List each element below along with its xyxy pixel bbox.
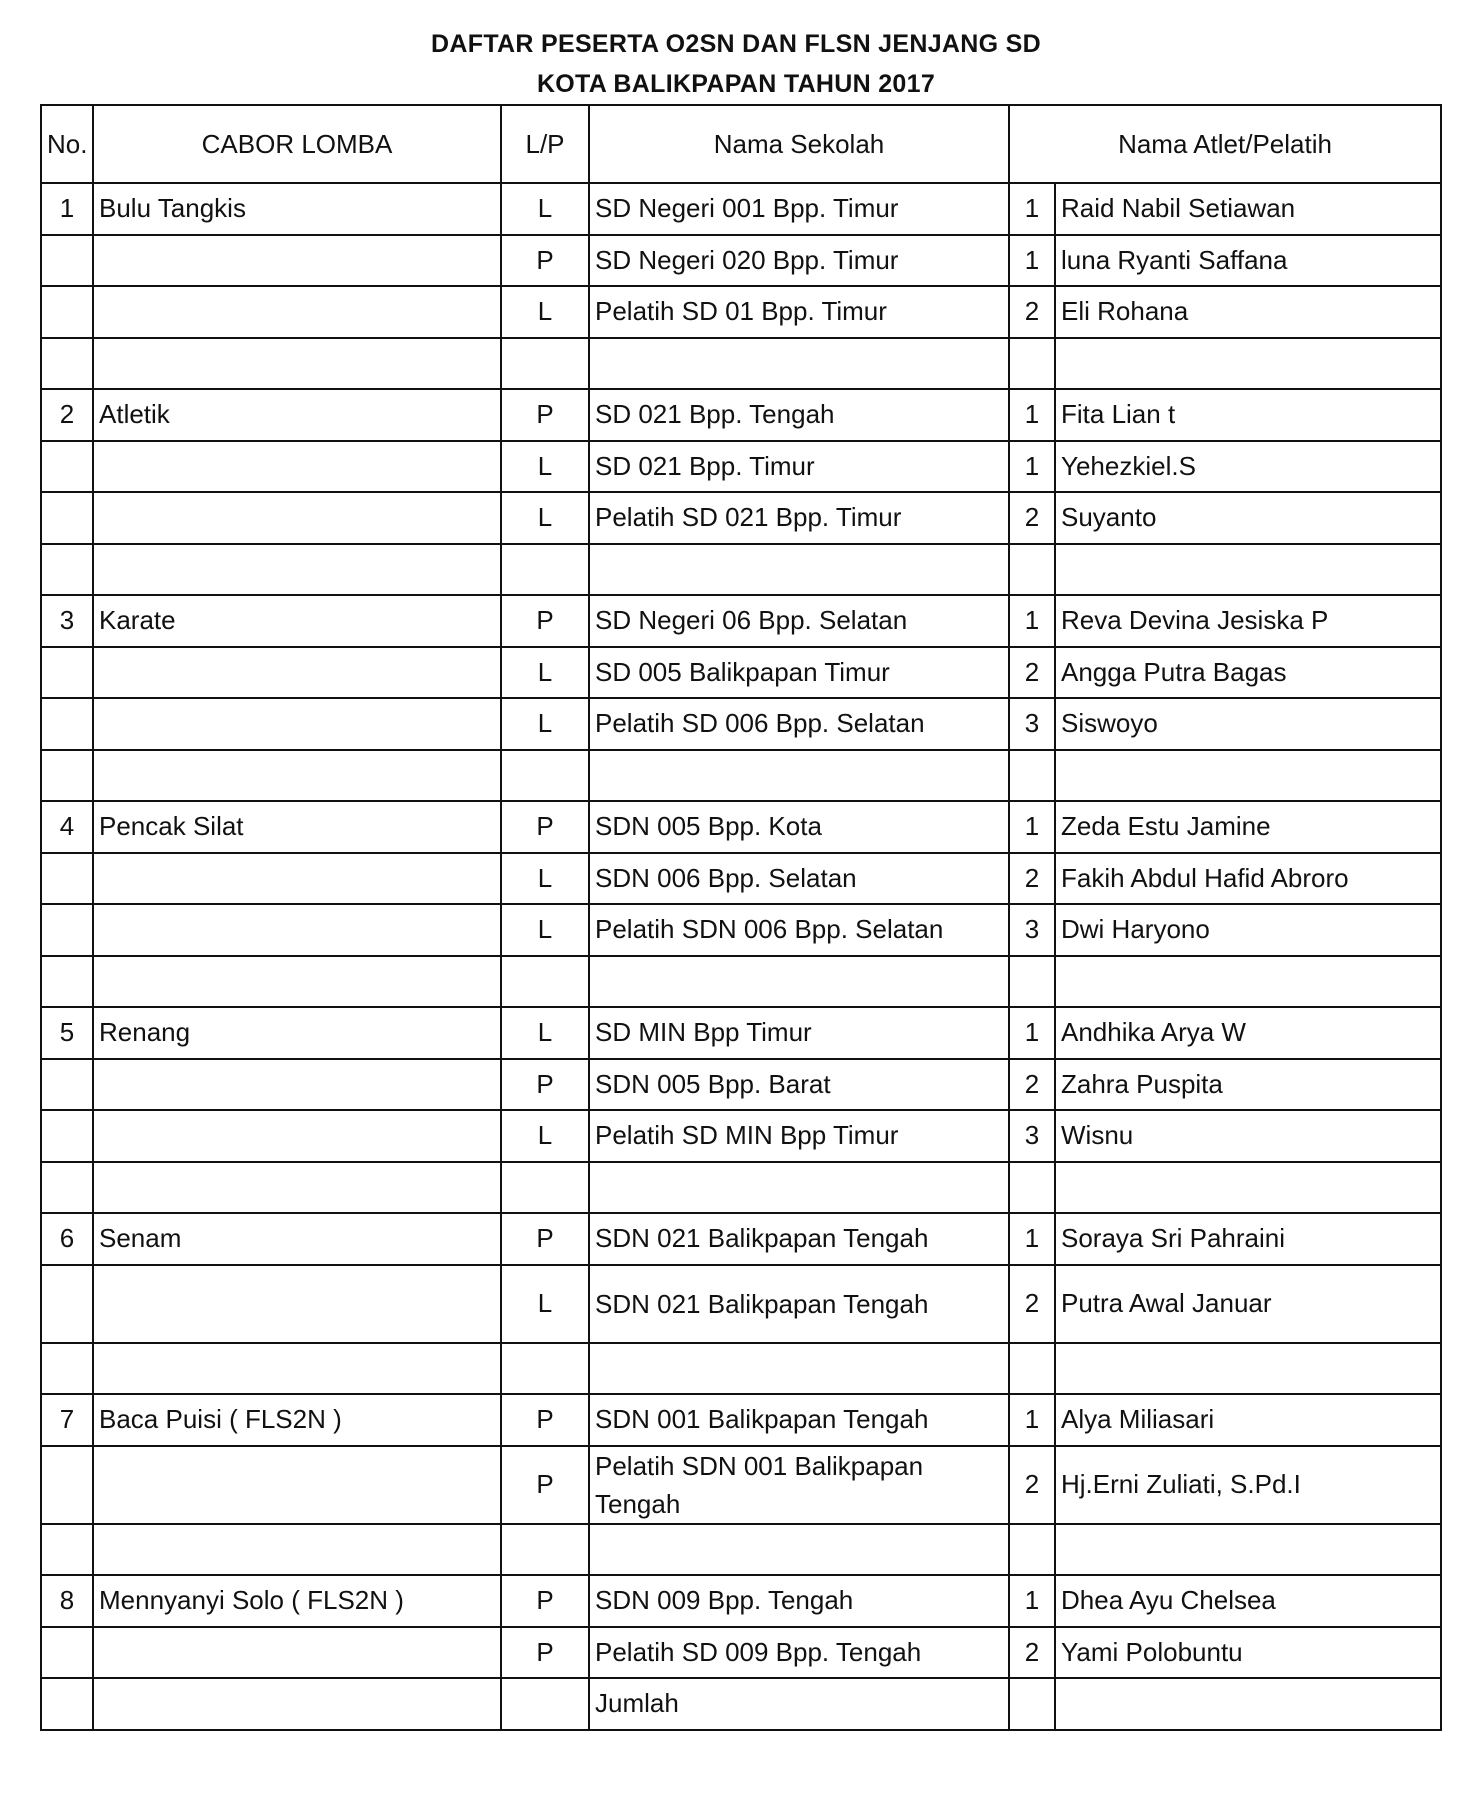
cell-sekolah: SD Negeri 020 Bpp. Timur	[589, 235, 1009, 287]
cell-no: 1	[41, 183, 93, 235]
cell-sekolah: Pelatih SD 009 Bpp. Tengah	[589, 1627, 1009, 1679]
cell-sekolah: Pelatih SD MIN Bpp Timur	[589, 1110, 1009, 1162]
cell-num: 3	[1009, 698, 1055, 750]
cell-cabor	[93, 286, 501, 338]
cell-no: 4	[41, 801, 93, 853]
table-row	[41, 441, 1441, 493]
cell-num: 1	[1009, 1007, 1055, 1059]
participants-table	[40, 104, 1442, 1731]
cell-atlet	[1055, 338, 1441, 390]
cell-lp: P	[501, 1213, 589, 1265]
cell-sekolah: SD Negeri 06 Bpp. Selatan	[589, 595, 1009, 647]
cell-sekolah: SDN 001 Balikpapan Tengah	[589, 1394, 1009, 1446]
cell-num: 3	[1009, 1110, 1055, 1162]
cell-lp: P	[501, 1394, 589, 1446]
table-row	[41, 956, 1441, 1008]
cell-lp: L	[501, 183, 589, 235]
cell-cabor: Senam	[93, 1213, 501, 1265]
cell-atlet: Yehezkiel.S	[1055, 441, 1441, 493]
cell-atlet: Suyanto	[1055, 492, 1441, 544]
cell-cabor	[93, 1265, 501, 1343]
cell-cabor	[93, 750, 501, 802]
cell-cabor	[93, 338, 501, 390]
cell-no	[41, 1162, 93, 1214]
cell-no	[41, 956, 93, 1008]
cell-num: 1	[1009, 1213, 1055, 1265]
cell-num: 1	[1009, 389, 1055, 441]
table-row	[41, 750, 1441, 802]
cell-no	[41, 647, 93, 699]
cell-no	[41, 492, 93, 544]
cell-cabor	[93, 1446, 501, 1524]
cell-sekolah: SDN 006 Bpp. Selatan	[589, 853, 1009, 905]
cell-sekolah: SD MIN Bpp Timur	[589, 1007, 1009, 1059]
cell-cabor	[93, 235, 501, 287]
cell-lp	[501, 750, 589, 802]
cell-atlet: Reva Devina Jesiska P	[1055, 595, 1441, 647]
cell-num: 1	[1009, 595, 1055, 647]
cell-no	[41, 441, 93, 493]
cell-atlet	[1055, 1678, 1441, 1730]
cell-sekolah	[589, 1343, 1009, 1395]
cell-atlet: Dwi Haryono	[1055, 904, 1441, 956]
table-row	[41, 1059, 1441, 1111]
cell-cabor	[93, 441, 501, 493]
table-row	[41, 235, 1441, 287]
cell-cabor	[93, 1059, 501, 1111]
cell-no	[41, 1343, 93, 1395]
table-row	[41, 1627, 1441, 1679]
table-row	[41, 183, 1441, 235]
cell-cabor	[93, 853, 501, 905]
cell-cabor	[93, 904, 501, 956]
cell-sekolah	[589, 956, 1009, 1008]
table-row	[41, 1265, 1441, 1343]
cell-num: 1	[1009, 801, 1055, 853]
cell-atlet: Hj.Erni Zuliati, S.Pd.I	[1055, 1446, 1441, 1524]
cell-cabor: Karate	[93, 595, 501, 647]
cell-lp: L	[501, 647, 589, 699]
cell-no	[41, 750, 93, 802]
cell-num: 1	[1009, 1575, 1055, 1627]
cell-cabor: Renang	[93, 1007, 501, 1059]
cell-num: 1	[1009, 441, 1055, 493]
cell-lp: P	[501, 1059, 589, 1111]
cell-cabor	[93, 1162, 501, 1214]
cell-cabor: Atletik	[93, 389, 501, 441]
table-row	[41, 1678, 1441, 1730]
cell-sekolah: Pelatih SDN 006 Bpp. Selatan	[589, 904, 1009, 956]
table-row	[41, 1007, 1441, 1059]
table-row	[41, 595, 1441, 647]
table-header-row	[41, 105, 1441, 183]
cell-atlet: Putra Awal Januar	[1055, 1265, 1441, 1343]
cell-lp: L	[501, 1007, 589, 1059]
cell-num: 3	[1009, 904, 1055, 956]
cell-cabor	[93, 1343, 501, 1395]
cell-no: 5	[41, 1007, 93, 1059]
cell-sekolah: Jumlah	[589, 1678, 1009, 1730]
cell-lp: P	[501, 1575, 589, 1627]
document-title: DAFTAR PESERTA O2SN DAN FLSN JENJANG SD	[431, 30, 1041, 58]
table-body	[41, 183, 1441, 1730]
table-row	[41, 1213, 1441, 1265]
cell-no	[41, 853, 93, 905]
cell-num: 2	[1009, 286, 1055, 338]
cell-num	[1009, 1162, 1055, 1214]
cell-lp	[501, 1678, 589, 1730]
cell-cabor	[93, 1627, 501, 1679]
cell-sekolah	[589, 1524, 1009, 1576]
cell-no	[41, 1524, 93, 1576]
cell-sekolah: SD 005 Balikpapan Timur	[589, 647, 1009, 699]
cell-no	[41, 338, 93, 390]
table-row	[41, 853, 1441, 905]
cell-no	[41, 1627, 93, 1679]
cell-lp	[501, 1524, 589, 1576]
cell-num: 2	[1009, 492, 1055, 544]
cell-lp	[501, 1162, 589, 1214]
cell-atlet: Eli Rohana	[1055, 286, 1441, 338]
cell-num	[1009, 338, 1055, 390]
cell-num: 2	[1009, 853, 1055, 905]
table-row	[41, 801, 1441, 853]
cell-lp	[501, 544, 589, 596]
cell-atlet	[1055, 750, 1441, 802]
table-row	[41, 904, 1441, 956]
cell-cabor: Bulu Tangkis	[93, 183, 501, 235]
cell-cabor	[93, 956, 501, 1008]
table-row	[41, 389, 1441, 441]
header-atlet: Nama Atlet/Pelatih	[1009, 105, 1441, 183]
cell-cabor	[93, 492, 501, 544]
table-row	[41, 698, 1441, 750]
cell-no	[41, 235, 93, 287]
cell-num: 2	[1009, 1265, 1055, 1343]
cell-num	[1009, 544, 1055, 596]
cell-num	[1009, 1678, 1055, 1730]
table-row	[41, 338, 1441, 390]
cell-atlet: Wisnu	[1055, 1110, 1441, 1162]
header-sekolah: Nama Sekolah	[589, 105, 1009, 183]
cell-num: 1	[1009, 235, 1055, 287]
cell-num: 2	[1009, 1627, 1055, 1679]
table-row	[41, 1343, 1441, 1395]
table-row	[41, 1575, 1441, 1627]
table-row	[41, 1524, 1441, 1576]
cell-lp: L	[501, 698, 589, 750]
cell-sekolah: SD 021 Bpp. Timur	[589, 441, 1009, 493]
header-no: No.	[41, 105, 93, 183]
cell-lp: L	[501, 1110, 589, 1162]
cell-sekolah	[589, 750, 1009, 802]
cell-atlet: Zahra Puspita	[1055, 1059, 1441, 1111]
cell-sekolah: Pelatih SD 006 Bpp. Selatan	[589, 698, 1009, 750]
cell-atlet	[1055, 544, 1441, 596]
cell-sekolah	[589, 338, 1009, 390]
table-row	[41, 286, 1441, 338]
cell-num: 1	[1009, 1394, 1055, 1446]
cell-lp: L	[501, 286, 589, 338]
cell-atlet: Fita Lian t	[1055, 389, 1441, 441]
cell-sekolah: SD Negeri 001 Bpp. Timur	[589, 183, 1009, 235]
cell-lp: L	[501, 492, 589, 544]
cell-sekolah	[589, 544, 1009, 596]
cell-lp: P	[501, 235, 589, 287]
header-cabor: CABOR LOMBA	[93, 105, 501, 183]
table-row	[41, 647, 1441, 699]
cell-num	[1009, 750, 1055, 802]
cell-sekolah: SDN 005 Bpp. Kota	[589, 801, 1009, 853]
cell-no	[41, 698, 93, 750]
cell-lp: L	[501, 441, 589, 493]
cell-cabor: Mennyanyi Solo ( FLS2N )	[93, 1575, 501, 1627]
cell-lp	[501, 1343, 589, 1395]
cell-cabor: Pencak Silat	[93, 801, 501, 853]
cell-atlet: Raid Nabil Setiawan	[1055, 183, 1441, 235]
cell-sekolah: SDN 021 Balikpapan Tengah	[589, 1213, 1009, 1265]
cell-sekolah: SD 021 Bpp. Tengah	[589, 389, 1009, 441]
cell-num	[1009, 1343, 1055, 1395]
header-lp: L/P	[501, 105, 589, 183]
cell-no: 2	[41, 389, 93, 441]
cell-sekolah: SDN 021 Balikpapan Tengah	[589, 1265, 1009, 1343]
cell-sekolah: SDN 009 Bpp. Tengah	[589, 1575, 1009, 1627]
cell-cabor	[93, 1524, 501, 1576]
cell-no: 8	[41, 1575, 93, 1627]
cell-atlet	[1055, 1343, 1441, 1395]
cell-no	[41, 1446, 93, 1524]
cell-lp: L	[501, 853, 589, 905]
cell-atlet	[1055, 1524, 1441, 1576]
cell-atlet: luna Ryanti Saffana	[1055, 235, 1441, 287]
cell-sekolah: Pelatih SDN 001 Balikpapan Tengah	[589, 1446, 1009, 1524]
cell-num	[1009, 1524, 1055, 1576]
cell-atlet: Angga Putra Bagas	[1055, 647, 1441, 699]
cell-lp	[501, 956, 589, 1008]
cell-atlet	[1055, 956, 1441, 1008]
cell-atlet: Zeda Estu Jamine	[1055, 801, 1441, 853]
cell-cabor	[93, 647, 501, 699]
cell-cabor	[93, 1110, 501, 1162]
cell-num: 1	[1009, 183, 1055, 235]
cell-atlet: Fakih Abdul Hafid Abroro	[1055, 853, 1441, 905]
cell-atlet: Andhika Arya W	[1055, 1007, 1441, 1059]
cell-no: 3	[41, 595, 93, 647]
cell-no	[41, 286, 93, 338]
cell-lp: P	[501, 595, 589, 647]
table-row	[41, 1394, 1441, 1446]
cell-num: 2	[1009, 647, 1055, 699]
cell-sekolah	[589, 1162, 1009, 1214]
cell-atlet: Dhea Ayu Chelsea	[1055, 1575, 1441, 1627]
cell-sekolah: SDN 005 Bpp. Barat	[589, 1059, 1009, 1111]
cell-cabor	[93, 544, 501, 596]
document-subtitle: KOTA BALIKPAPAN TAHUN 2017	[536, 70, 936, 98]
table-row	[41, 1446, 1441, 1524]
cell-atlet	[1055, 1162, 1441, 1214]
cell-cabor	[93, 698, 501, 750]
cell-lp: L	[501, 1265, 589, 1343]
cell-lp: P	[501, 389, 589, 441]
cell-atlet: Yami Polobuntu	[1055, 1627, 1441, 1679]
cell-no	[41, 1110, 93, 1162]
cell-no: 6	[41, 1213, 93, 1265]
cell-no: 7	[41, 1394, 93, 1446]
table-row	[41, 1110, 1441, 1162]
table-row	[41, 1162, 1441, 1214]
table-row	[41, 492, 1441, 544]
cell-lp: L	[501, 904, 589, 956]
cell-lp	[501, 338, 589, 390]
cell-no	[41, 904, 93, 956]
cell-lp: P	[501, 1446, 589, 1524]
cell-sekolah: Pelatih SD 01 Bpp. Timur	[589, 286, 1009, 338]
cell-no	[41, 1265, 93, 1343]
cell-cabor	[93, 1678, 501, 1730]
cell-num	[1009, 956, 1055, 1008]
cell-no	[41, 1678, 93, 1730]
cell-num: 2	[1009, 1059, 1055, 1111]
cell-atlet: Soraya Sri Pahraini	[1055, 1213, 1441, 1265]
cell-num: 2	[1009, 1446, 1055, 1524]
cell-sekolah: Pelatih SD 021 Bpp. Timur	[589, 492, 1009, 544]
cell-lp: P	[501, 801, 589, 853]
cell-no	[41, 544, 93, 596]
table-row	[41, 544, 1441, 596]
cell-atlet: Alya Miliasari	[1055, 1394, 1441, 1446]
cell-lp: P	[501, 1627, 589, 1679]
cell-atlet: Siswoyo	[1055, 698, 1441, 750]
cell-no	[41, 1059, 93, 1111]
cell-cabor: Baca Puisi ( FLS2N )	[93, 1394, 501, 1446]
